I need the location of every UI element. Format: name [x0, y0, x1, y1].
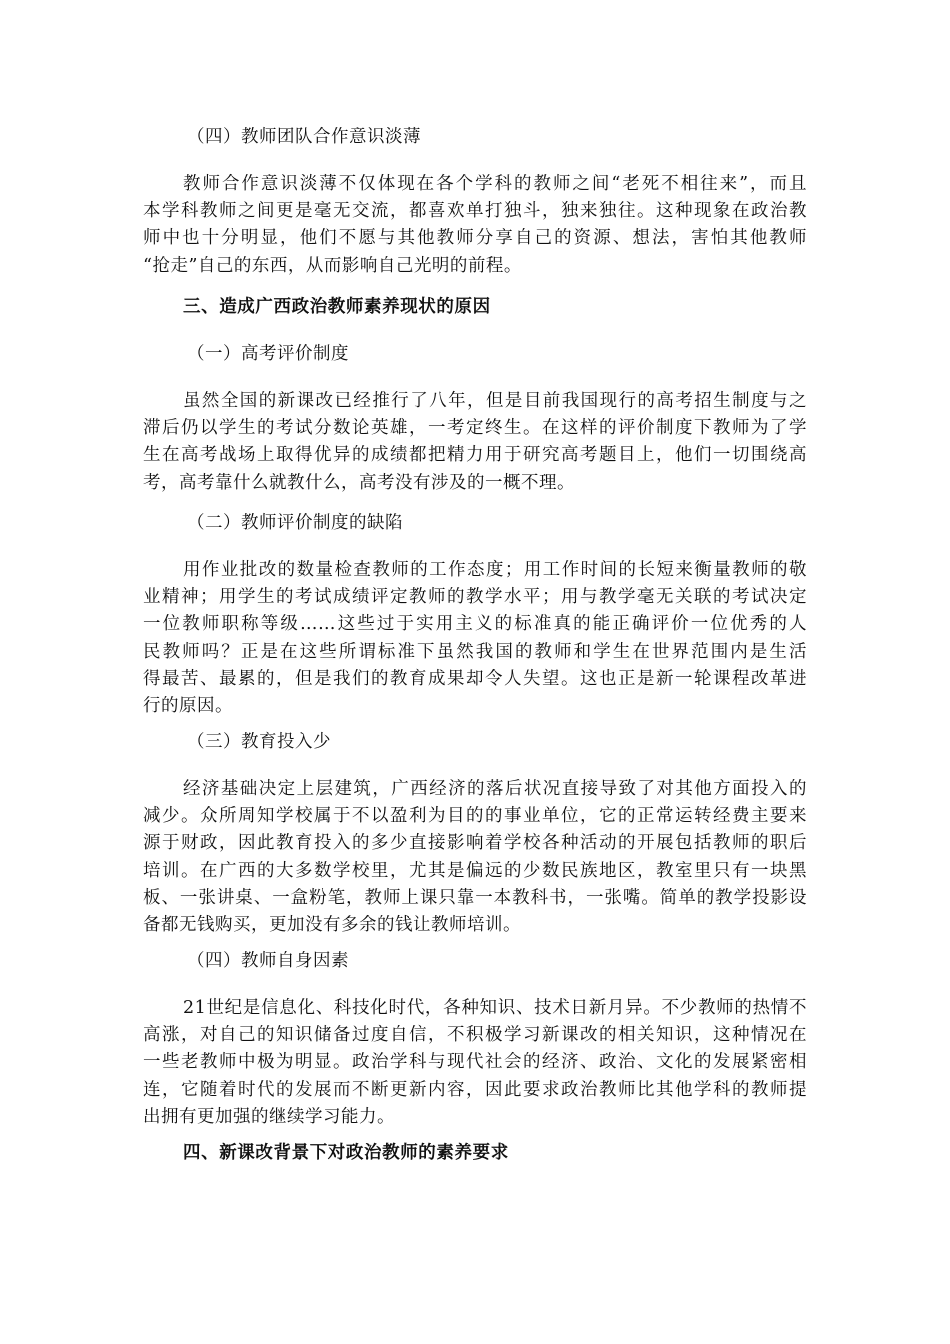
paragraph-line: 生在高考战场上取得优异的成绩都把精力用于研究高考题目上，他们一切围绕高	[143, 445, 807, 466]
paragraph-gaokao-evaluation	[143, 388, 807, 497]
paragraph-line: 滞后仍以学生的考试分数论英雄，一考定终生。在这样的评价制度下教师为了学	[143, 418, 807, 439]
paragraph-line: 本学科教师之间更是毫无交流，都喜欢单打独斗，独来独往。这种现象在政治教	[143, 201, 807, 222]
section-heading-causes: 三、造成广西政治教师素养现状的原因	[183, 297, 491, 317]
paragraph-teacher-evaluation	[143, 557, 807, 720]
section-heading-requirements: 四、新课改背景下对政治教师的素养要求	[183, 1143, 509, 1163]
paragraph-line: 经济基础决定上层建筑，广西经济的落后状况直接导致了对其他方面投入的	[183, 779, 807, 799]
paragraph-teacher-factors	[143, 995, 807, 1131]
paragraph-line: 考，高考靠什么就教什么，高考没有涉及的一概不理。	[143, 472, 575, 493]
paragraph-education-investment	[143, 776, 807, 939]
paragraph-line: 源于财政，因此教育投入的多少直接影响着学校各种活动的开展包括教师的职后	[143, 833, 807, 854]
paragraph-line: 师中也十分明显，他们不愿与其他教师分享自己的资源、想法，害怕其他教师	[143, 228, 807, 249]
paragraph-line: 行的原因。	[143, 696, 233, 717]
paragraph-line: 用作业批改的数量检查教师的工作态度；用工作时间的长短来衡量教师的敬	[183, 560, 807, 580]
paragraph-line: 业精神；用学生的考试成绩评定教师的教学水平；用与教学毫无关联的考试决定	[143, 587, 807, 608]
paragraph-line: “抢走”自己的东西，从而影响自己光明的前程。	[143, 255, 522, 276]
paragraph-line: 虽然全国的新课改已经推行了八年，但是目前我国现行的高考招生制度与之	[183, 391, 807, 411]
paragraph-line: 连，它随着时代的发展而不断更新内容，因此要求政治教师比其他学科的教师提	[143, 1079, 807, 1100]
paragraph-line: 21世纪是信息化、科技化时代，各种知识、技术日新月异。不少教师的热情不	[183, 998, 807, 1018]
subheading-teacher-evaluation: （二）教师评价制度的缺陷	[187, 513, 403, 533]
paragraph-line: 得最苦、最累的，但是我们的教育成果却令人失望。这也正是新一轮课程改革进	[143, 668, 807, 689]
paragraph-line: 民教师吗？正是在这些所谓标准下虽然我国的教师和学生在世界范围内是生活	[143, 641, 807, 662]
subheading-education-investment: （三）教育投入少	[187, 732, 331, 752]
subheading-gaokao-evaluation: （一）高考评价制度	[187, 344, 349, 364]
paragraph-line: 高涨，对自己的知识储备过度自信，不积极学习新课改的相关知识，这种情况在	[143, 1025, 807, 1046]
paragraph-line: 一些老教师中极为明显。政治学科与现代社会的经济、政治、文化的发展紧密相	[143, 1052, 807, 1073]
paragraph-line: 备都无钱购买，更加没有多余的钱让教师培训。	[143, 915, 521, 936]
paragraph-line: 一位教师职称等级……这些过于实用主义的标准真的能正确评价一位优秀的人	[143, 614, 807, 635]
paragraph-line: 培训。在广西的大多数学校里，尤其是偏远的少数民族地区，教室里只有一块黑	[143, 860, 807, 881]
paragraph-line: 板、一张讲桌、一盒粉笔，教师上课只靠一本教科书，一张嘴。简单的教学投影设	[143, 887, 807, 908]
paragraph-line: 出拥有更加强的继续学习能力。	[143, 1106, 395, 1127]
paragraph-line: 教师合作意识淡薄不仅体现在各个学科的教师之间“老死不相往来”，而且	[183, 174, 807, 194]
paragraph-team-cooperation	[143, 171, 807, 280]
subheading-teacher-factors: （四）教师自身因素	[187, 951, 349, 971]
paragraph-line: 减少。众所周知学校属于不以盈利为目的的事业单位，它的正常运转经费主要来	[143, 806, 807, 827]
subheading-team-cooperation: （四）教师团队合作意识淡薄	[187, 127, 421, 147]
